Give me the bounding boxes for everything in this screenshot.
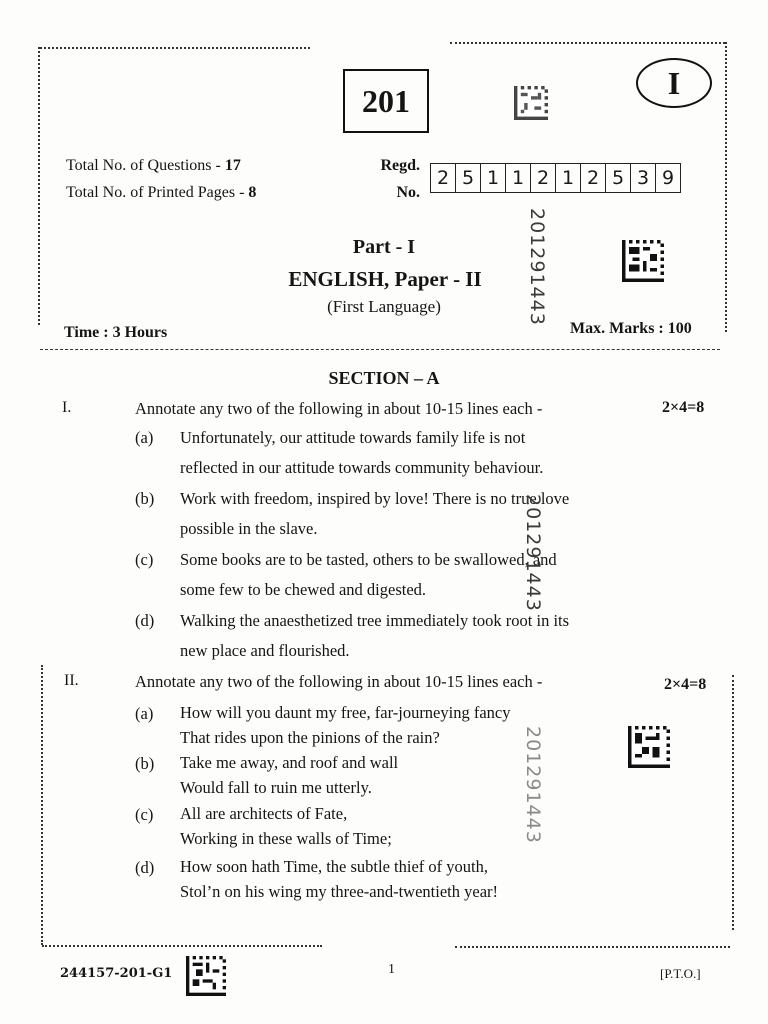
regd-digit: 1 xyxy=(481,164,506,192)
body-datamatrix xyxy=(628,726,670,768)
subject-heading: ENGLISH, Paper - II xyxy=(288,267,482,291)
regd-digit: 3 xyxy=(631,164,656,192)
question-marks: 2×4=8 xyxy=(662,399,705,416)
border-left-lower xyxy=(41,665,43,945)
total-pages-label: Total No. of Printed Pages - xyxy=(66,184,249,201)
vertical-stamp-code: 201291443 xyxy=(526,208,548,326)
sub-question-line: new place and flourished. xyxy=(180,641,350,660)
sub-question-label: (b) xyxy=(135,489,155,508)
sub-question-text xyxy=(180,423,640,483)
max-marks: Max. Marks : 100 xyxy=(570,320,692,337)
sub-question-line: Working in these walls of Time; xyxy=(180,829,392,848)
border-left-upper xyxy=(38,47,40,325)
language-heading: (First Language) xyxy=(327,297,441,316)
sub-question-text xyxy=(180,854,600,904)
footer-datamatrix xyxy=(186,956,226,996)
sub-question-line: possible in the slave. xyxy=(180,519,318,538)
sub-question-line: How soon hath Time, the subtle thief of youth, xyxy=(180,857,488,876)
total-questions-label: Total No. of Questions - xyxy=(66,157,225,174)
page-number: 1 xyxy=(388,962,395,977)
regd-digit: 1 xyxy=(556,164,581,192)
sub-question-line: All are architects of Fate, xyxy=(180,804,348,823)
regd-number-boxes xyxy=(430,163,681,193)
total-questions-value: 17 xyxy=(224,157,241,174)
sub-question-label: (c) xyxy=(135,805,154,824)
question-number: II. xyxy=(64,672,79,689)
regd-digit: 2 xyxy=(531,164,556,192)
question-instruction: Annotate any two of the following in about 10-15 lines each - xyxy=(135,672,543,691)
regd-digit: 5 xyxy=(456,164,481,192)
regd-digit: 2 xyxy=(581,164,606,192)
header-divider xyxy=(40,349,720,350)
section-title: SECTION – A xyxy=(328,368,440,388)
border-right-lower xyxy=(732,675,734,930)
sub-question-text xyxy=(180,484,640,544)
border-bottom-left xyxy=(42,945,322,947)
sub-question-label: (b) xyxy=(135,754,155,773)
sub-question-label: (d) xyxy=(135,611,155,630)
sub-question-label: (a) xyxy=(135,428,154,447)
border-top-right xyxy=(450,42,725,44)
sub-question-line: some few to be chewed and digested. xyxy=(180,580,427,599)
time-allowed: Time : 3 Hours xyxy=(64,324,168,341)
sub-question-label: (c) xyxy=(135,550,154,569)
regd-digit: 9 xyxy=(661,167,675,189)
regd-label: Regd. xyxy=(380,157,420,174)
border-bottom-right xyxy=(455,946,730,948)
total-questions xyxy=(66,157,241,175)
total-pages-value: 8 xyxy=(248,184,257,201)
sub-question-label: (d) xyxy=(135,858,155,877)
vertical-stamp-code: 201291443 xyxy=(522,726,544,844)
question-instruction: Annotate any two of the following in about 10-15 lines each - xyxy=(135,399,543,418)
pto-label: [P.T.O.] xyxy=(660,966,701,981)
border-right-upper xyxy=(725,42,727,332)
sub-question-line: Work with freedom, inspired by love! There is no true love xyxy=(180,489,570,508)
part-heading: Part - I xyxy=(352,236,416,258)
sub-question-line: Stol’n on his wing my three-and-twentieth year! xyxy=(180,882,499,901)
footer-paper-code: 244157-201-G1 xyxy=(60,966,173,981)
sub-question-line: That rides upon the pinions of the rain? xyxy=(180,728,440,747)
vertical-stamp-code: 201291443 xyxy=(522,494,544,612)
sub-question-line: How will you daunt my free, far-journeying fancy xyxy=(180,703,511,722)
sub-question-line: Take me away, and roof and wall xyxy=(180,753,399,772)
sub-question-line: Walking the anaesthetized tree immediately took root in its xyxy=(180,611,570,630)
sub-question-text xyxy=(180,606,640,666)
regd-no-label: No. xyxy=(396,184,420,201)
sub-question-line: Would fall to ruin me utterly. xyxy=(180,778,372,797)
header-datamatrix xyxy=(514,86,548,120)
sub-question-text xyxy=(180,545,640,605)
question-number: I. xyxy=(62,399,72,416)
regd-digit: 1 xyxy=(506,164,531,192)
total-pages xyxy=(66,184,256,202)
sub-question-line: reflected in our attitude towards community behaviour. xyxy=(180,458,544,477)
regd-digit: 5 xyxy=(606,164,631,192)
regd-digit: 2 xyxy=(431,164,456,192)
set-badge: I xyxy=(636,58,712,108)
sub-question-label: (a) xyxy=(135,704,154,723)
border-top-left xyxy=(40,47,310,49)
sub-question-line: Some books are to be tasted, others to be swallowed, and xyxy=(180,550,557,569)
header-datamatrix-2 xyxy=(622,240,664,282)
question-marks: 2×4=8 xyxy=(664,676,707,693)
sub-question-line: Unfortunately, our attitude towards family life is not xyxy=(180,428,526,447)
paper-code-box: 201 xyxy=(343,69,429,133)
